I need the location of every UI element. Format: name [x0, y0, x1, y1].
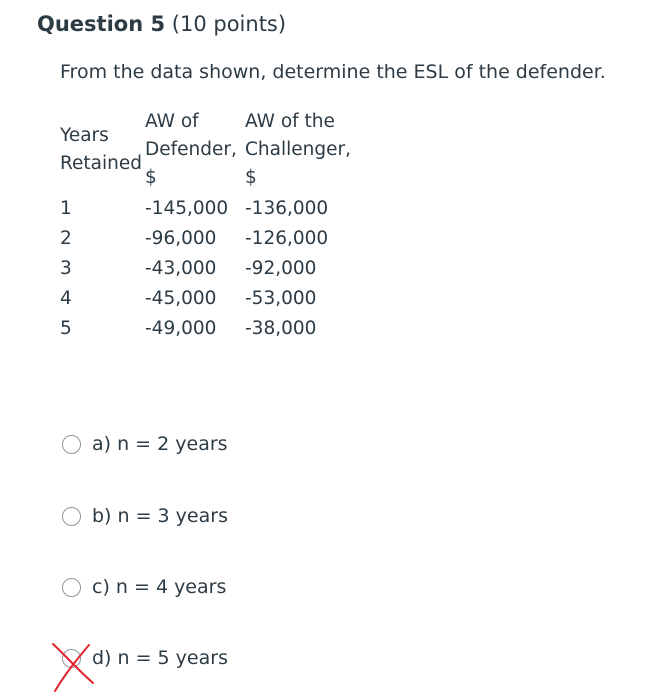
answer-label: c) n = 4 years: [92, 576, 227, 598]
header-aw-defender: AW of Defender, $: [145, 111, 237, 188]
question-header: [37, 9, 286, 39]
cell-challenger: -38,000: [245, 318, 317, 339]
cell-year: 5: [60, 318, 72, 339]
cell-challenger: -92,000: [245, 258, 317, 279]
radio-button[interactable]: [62, 507, 81, 526]
cell-year: 1: [60, 198, 72, 219]
answer-option-a[interactable]: [62, 430, 228, 458]
table-row: [57, 224, 358, 254]
table-row: [57, 254, 358, 284]
question-title: Question 5: [37, 12, 166, 36]
answer-label: d) n = 5 years: [92, 647, 228, 669]
radio-button[interactable]: [62, 649, 81, 668]
answer-label: b) n = 3 years: [92, 505, 228, 527]
table-row: [57, 314, 358, 344]
cell-year: 4: [60, 288, 72, 309]
cell-defender: -49,000: [145, 318, 217, 339]
header-aw-challenger: AW of the Challenger, $: [245, 111, 351, 188]
table-row: [57, 284, 358, 314]
cell-challenger: -53,000: [245, 288, 317, 309]
table-row: [57, 194, 358, 224]
cell-defender: -45,000: [145, 288, 217, 309]
answer-option-c[interactable]: [62, 573, 226, 601]
table-header-row: [57, 108, 358, 194]
cell-year: 2: [60, 228, 72, 249]
question-prompt: From the data shown, determine the ESL of the defender.: [60, 61, 606, 83]
answer-label: a) n = 2 years: [92, 433, 228, 455]
answer-option-d[interactable]: [62, 644, 228, 672]
cell-year: 3: [60, 258, 72, 279]
question-points: (10 points): [171, 12, 287, 36]
cell-defender: -96,000: [145, 228, 217, 249]
data-table: [57, 108, 358, 344]
radio-button[interactable]: [62, 435, 81, 454]
radio-button[interactable]: [62, 578, 81, 597]
header-years-retained: Years Retained: [60, 125, 142, 174]
cell-challenger: -126,000: [245, 228, 329, 249]
answer-option-b[interactable]: [62, 502, 228, 530]
cell-challenger: -136,000: [245, 198, 329, 219]
cell-defender: -145,000: [145, 198, 229, 219]
cell-defender: -43,000: [145, 258, 217, 279]
